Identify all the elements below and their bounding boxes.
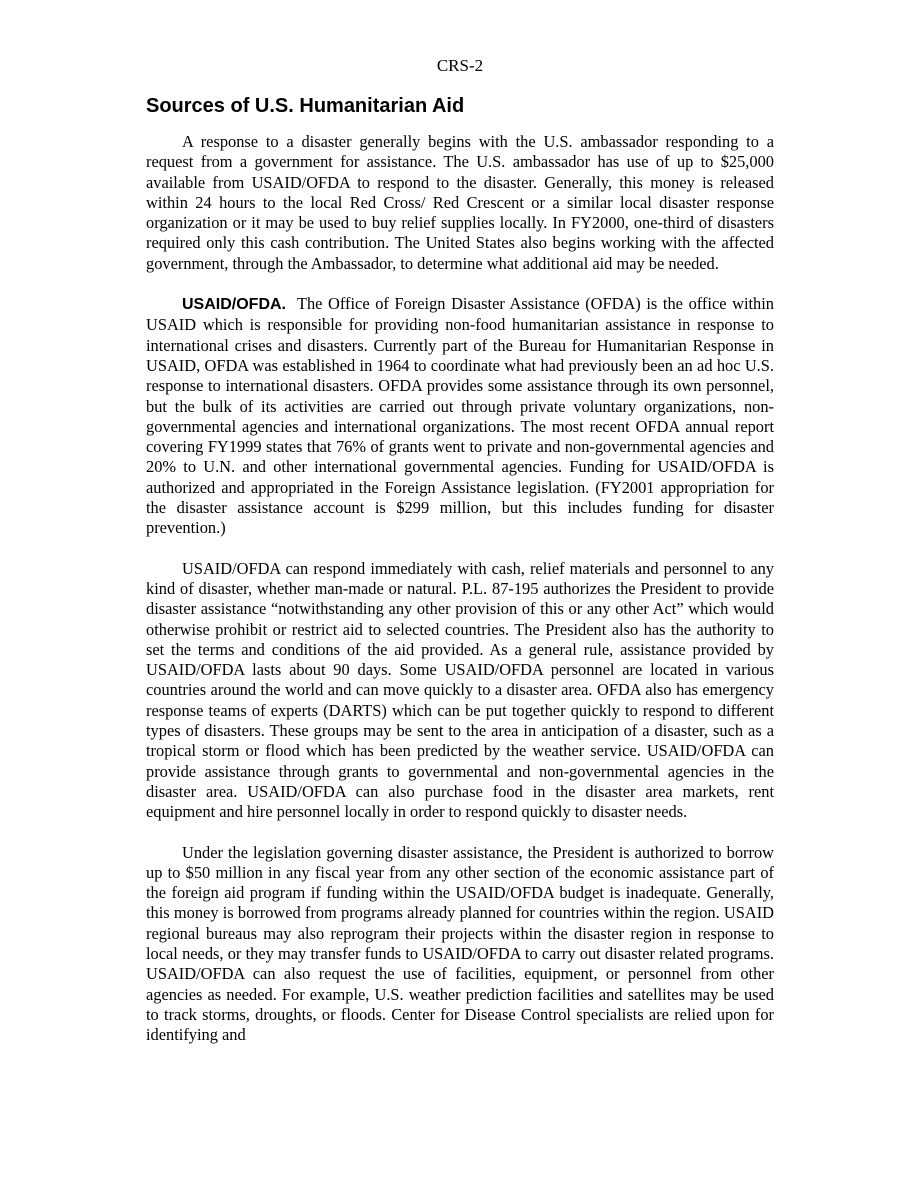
paragraph-usaid-ofda (146, 294, 774, 539)
document-body (146, 94, 774, 1065)
paragraph-text: USAID/OFDA can respond immediately with cash, relief materials and personnel to any kind of disaster, whether man-made or natural. P.L. 87-195 authorizes the President to provide disaster assistance “notwithstanding any other provision of this or any other Act” which would otherwise prohibit or restrict aid to selected countries. The President also has the authority to set the terms and conditions of the aid provided. As a general rule, assistance provided by USAID/OFDA lasts about 90 days. Some USAID/OFDA personnel are located in various countries around the world and can move quickly to a disaster area. OFDA also has emergency response teams of experts (DARTS) which can be put together quickly to respond to different types of disasters. These groups may be sent to the area in anticipation of a disaster, such as a tropical storm or flood which has been predicted by the weather service. USAID/OFDA can provide assistance through grants to governmental and non-governmental agencies in the disaster area. USAID/OFDA can also purchase food in the disaster area markets, rent equipment and hire personnel locally in order to respond quickly to disaster needs. (146, 558, 774, 822)
paragraph-legislation (146, 843, 774, 1046)
paragraph-text: Under the legislation governing disaster assistance, the President is authorized to borrow up to $50 million in any fiscal year from any other section of the economic assistance part of the foreign aid program if funding within the USAID/OFDA budget is inadequate. Generally, this money is borrowed from programs already planned for countries within the region. USAID regional bureaus may also reprogram their projects within the disaster region in response to local needs, or they may transfer funds to USAID/OFDA to carry out disaster related programs. USAID/OFDA can also request the use of facilities, equipment, or personnel from other agencies as needed. For example, U.S. weather prediction facilities and satellites may be used to track storms, droughts, or floods. Center for Disease Control specialists are relied upon for identifying and (146, 842, 774, 1045)
paragraph-text: A response to a disaster generally begins with the U.S. ambassador responding to a request from a government for assistance. The U.S. ambassador has use of up to $25,000 available from USAID/OFDA to respond to the disaster. Generally, this money is released within 24 hours to the local Red Cross/ Red Crescent or a similar local disaster response organization or it may be used to buy relief supplies locally. In FY2000, one-third of disasters required only this cash contribution. The United States also begins working with the affected government, through the Ambassador, to determine what additional aid may be needed. (146, 132, 774, 273)
run-in-heading: USAID/OFDA. (182, 296, 286, 314)
paragraph-intro (146, 132, 774, 274)
paragraph-immediate-response (146, 559, 774, 823)
section-title: Sources of U.S. Humanitarian Aid (146, 95, 465, 117)
page-number-header: CRS-2 (436, 56, 484, 75)
paragraph-text: The Office of Foreign Disaster Assistance (OFDA) is the office within USAID which is responsible for providing non-food humanitarian assistance in response to international crises and disasters. Currently part of the Bureau for Humanitarian Response in USAID, OFDA was established in 1964 to coordinate what had previously been an ad hoc U.S. response to international disasters. OFDA provides some assistance through its own personnel, but the bulk of its activities are carried out through private voluntary organizations, non-governmental agencies and international organizations. The most recent OFDA annual report covering FY1999 states that 76% of grants went to private and non-governmental agencies and 20% to U.N. and other international governmental agencies. Funding for USAID/OFDA is authorized and appropriated in the Foreign Assistance legislation. (FY2001 appropriation for the disaster assistance account is $299 million, but this includes funding for disaster prevention.) (146, 294, 774, 538)
